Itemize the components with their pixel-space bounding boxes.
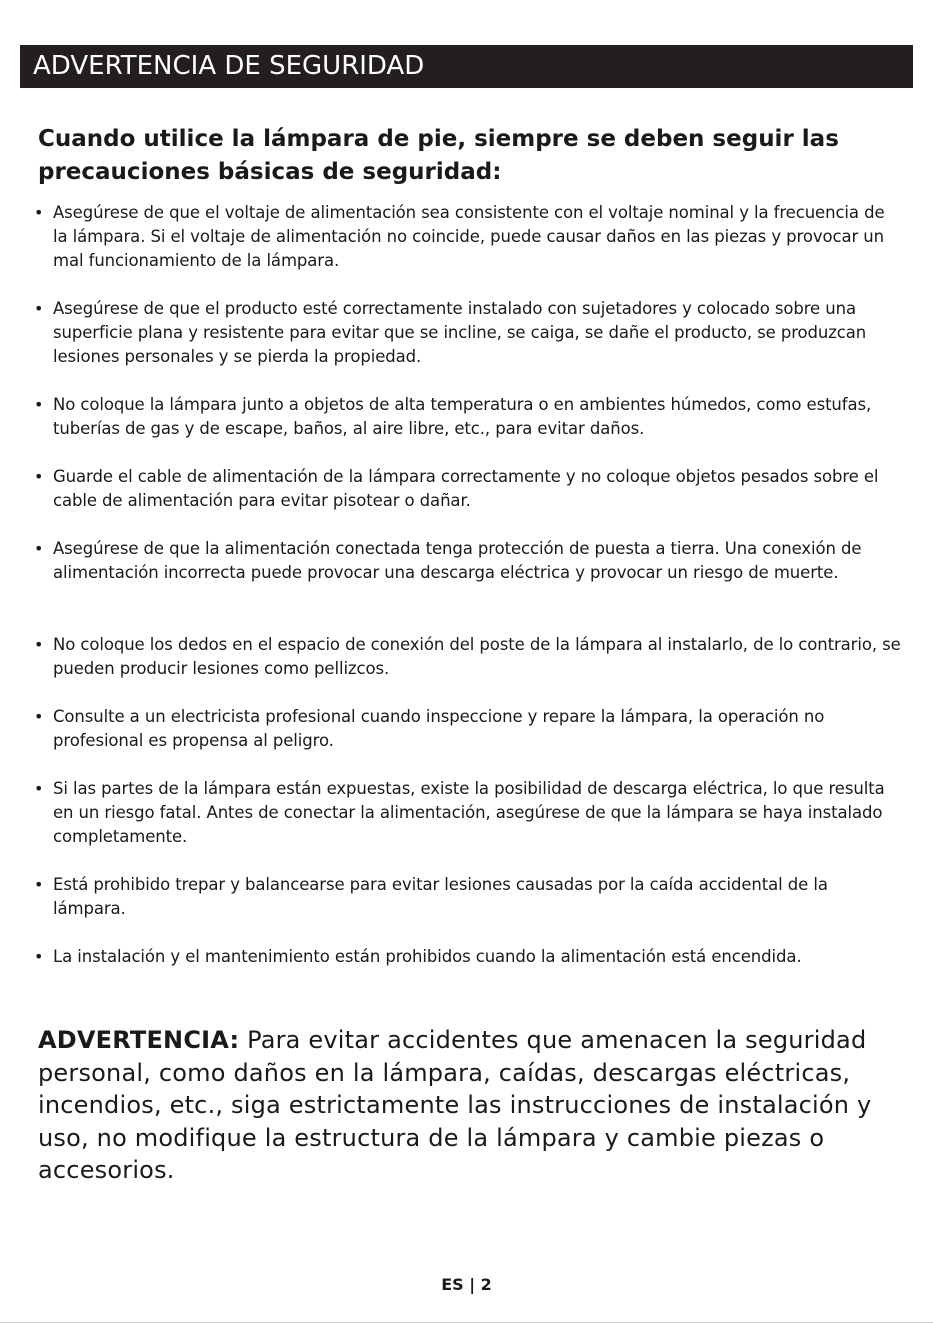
bullet-icon: •: [34, 707, 44, 726]
section-title: ADVERTENCIA DE SEGURIDAD: [33, 51, 425, 81]
bullet-icon: •: [34, 467, 44, 486]
list-item-text: No coloque la lámpara junto a objetos de alta temperatura o en ambientes húmedos, como estufas, tuberías de gas y de escape, baños, al aire libre, etc., para evitar daños.: [53, 395, 872, 438]
bullet-icon: •: [34, 779, 44, 798]
bullet-icon: •: [34, 203, 44, 222]
list-item-text: Asegúrese de que la alimentación conectada tenga protección de puesta a tierra. Una conexión de alimentación incorrecta puede provocar una descarga eléctrica y provocar un riesgo de muerte.: [53, 539, 862, 582]
bullet-icon: •: [34, 635, 44, 654]
page-bottom-divider: [0, 1322, 933, 1323]
warning-paragraph: [38, 1024, 898, 1187]
list-item-text: Guarde el cable de alimentación de la lámpara correctamente y no coloque objetos pesados sobre el cable de alimentación para evitar pisotear o dañar.: [53, 467, 879, 510]
bullet-icon: •: [34, 539, 44, 558]
bullet-icon: •: [34, 395, 44, 414]
warning-text: Para evitar accidentes que amenacen la seguridad personal, como daños en la lámpara, caídas, descargas eléctricas, incendios, etc., siga estrictamente las instrucciones de instalación y uso, no modifique la estructura de la lámpara y cambie piezas o accesorios.: [38, 1026, 872, 1184]
list-item-text: Consulte a un electricista profesional cuando inspeccione y repare la lámpara, la operación no profesional es propensa al peligro.: [53, 707, 825, 750]
list-item-text: No coloque los dedos en el espacio de conexión del poste de la lámpara al instalarlo, de lo contrario, se pueden producir lesiones como pellizcos.: [53, 635, 901, 678]
intro-heading: Cuando utilice la lámpara de pie, siempre se deben seguir las precauciones básicas de seguridad:: [38, 126, 839, 185]
section-header-bar: [20, 45, 913, 88]
bullet-icon: •: [34, 299, 44, 318]
list-item-text: Está prohibido trepar y balancearse para evitar lesiones causadas por la caída accidental de la lámpara.: [53, 875, 828, 918]
list-item-text: Si las partes de la lámpara están expuestas, existe la posibilidad de descarga eléctrica, lo que resulta en un riesgo fatal. Antes de conectar la alimentación, asegúrese de que la lámpara se haya instalado completamente.: [53, 779, 885, 846]
warning-label: ADVERTENCIA:: [38, 1026, 240, 1054]
list-item-text: Asegúrese de que el producto esté correctamente instalado con sujetadores y colocado sobre una superficie plana y resistente para evitar que se incline, se caiga, se dañe el producto, se produzcan lesiones personales y se pierda la propiedad.: [53, 299, 867, 366]
bullet-icon: •: [34, 875, 44, 894]
page-number: ES | 2: [441, 1275, 492, 1294]
list-item-text: Asegúrese de que el voltaje de alimentación sea consistente con el voltaje nominal y la frecuencia de la lámpara. Si el voltaje de alimentación no coincide, puede causar daños en las piezas y provocar un mal funcionamiento de la lámpara.: [53, 203, 885, 270]
bullet-icon: •: [34, 947, 44, 966]
list-item-text: La instalación y el mantenimiento están prohibidos cuando la alimentación está encendida.: [53, 947, 802, 966]
